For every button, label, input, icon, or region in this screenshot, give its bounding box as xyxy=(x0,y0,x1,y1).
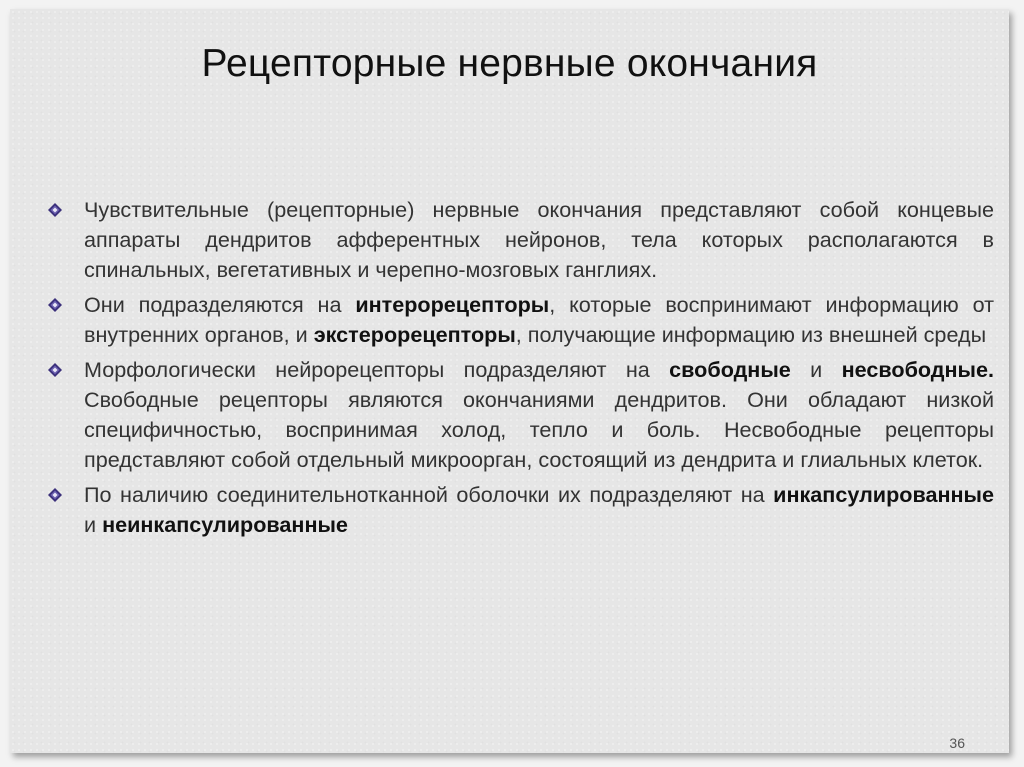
bold-term-encapsulated: инкапсулированные xyxy=(773,482,994,507)
bullet-list xyxy=(48,195,994,545)
bullet-text: По наличию соединительнотканной оболочки их подразделяют на xyxy=(84,482,774,507)
bullet-text: , получающие информацию из внешней среды xyxy=(515,322,987,347)
bullet-text: , которые воспринимают информацию от внутренних органов, и xyxy=(84,292,994,347)
bullet-text: Свободные рецепторы являются окончаниями дендритов. Они обладают низкой специфичностью, воспринимая холод, тепло и боль. Несвободные рецепторы представляют собой отдельный микроорган, состоящий из дендрита и глиальных клеток. xyxy=(84,387,994,472)
bullet-item-2 xyxy=(48,290,994,350)
bullet-text: Морфологически нейрорецепторы подразделяют на xyxy=(84,357,670,382)
bold-term-nonencapsulated: неинкапсулированные xyxy=(102,512,348,537)
bullet-text: Чувствительные (рецепторные) нервные окончания представляют собой концевые аппараты дендритов афферентных нейронов, тела которых располагаются в спинальных, вегетативных и черепно-мозговых ганглиях. xyxy=(84,197,994,282)
page-number: 36 xyxy=(949,735,965,751)
diamond-bullet-icon xyxy=(48,203,62,217)
bullet-item-3 xyxy=(48,355,994,475)
bullet-item-1 xyxy=(48,195,994,285)
diamond-bullet-icon xyxy=(48,298,62,312)
bold-term-nonfree: несвободные. xyxy=(841,357,995,382)
slide xyxy=(10,9,1009,753)
diamond-bullet-icon xyxy=(48,363,62,377)
diamond-bullet-icon xyxy=(48,488,62,502)
bullet-text: и xyxy=(790,357,842,382)
slide-title: Рецепторные нервные окончания xyxy=(201,42,818,85)
bullet-text: и xyxy=(84,512,103,537)
bold-term-free: свободные xyxy=(669,357,791,382)
bold-term-interoreceptors: интерорецепторы xyxy=(355,292,550,317)
bold-term-exteroreceptors: экстерорецепторы xyxy=(313,322,516,347)
bullet-text: Они подразделяются на xyxy=(84,292,356,317)
bullet-item-4 xyxy=(48,480,994,540)
